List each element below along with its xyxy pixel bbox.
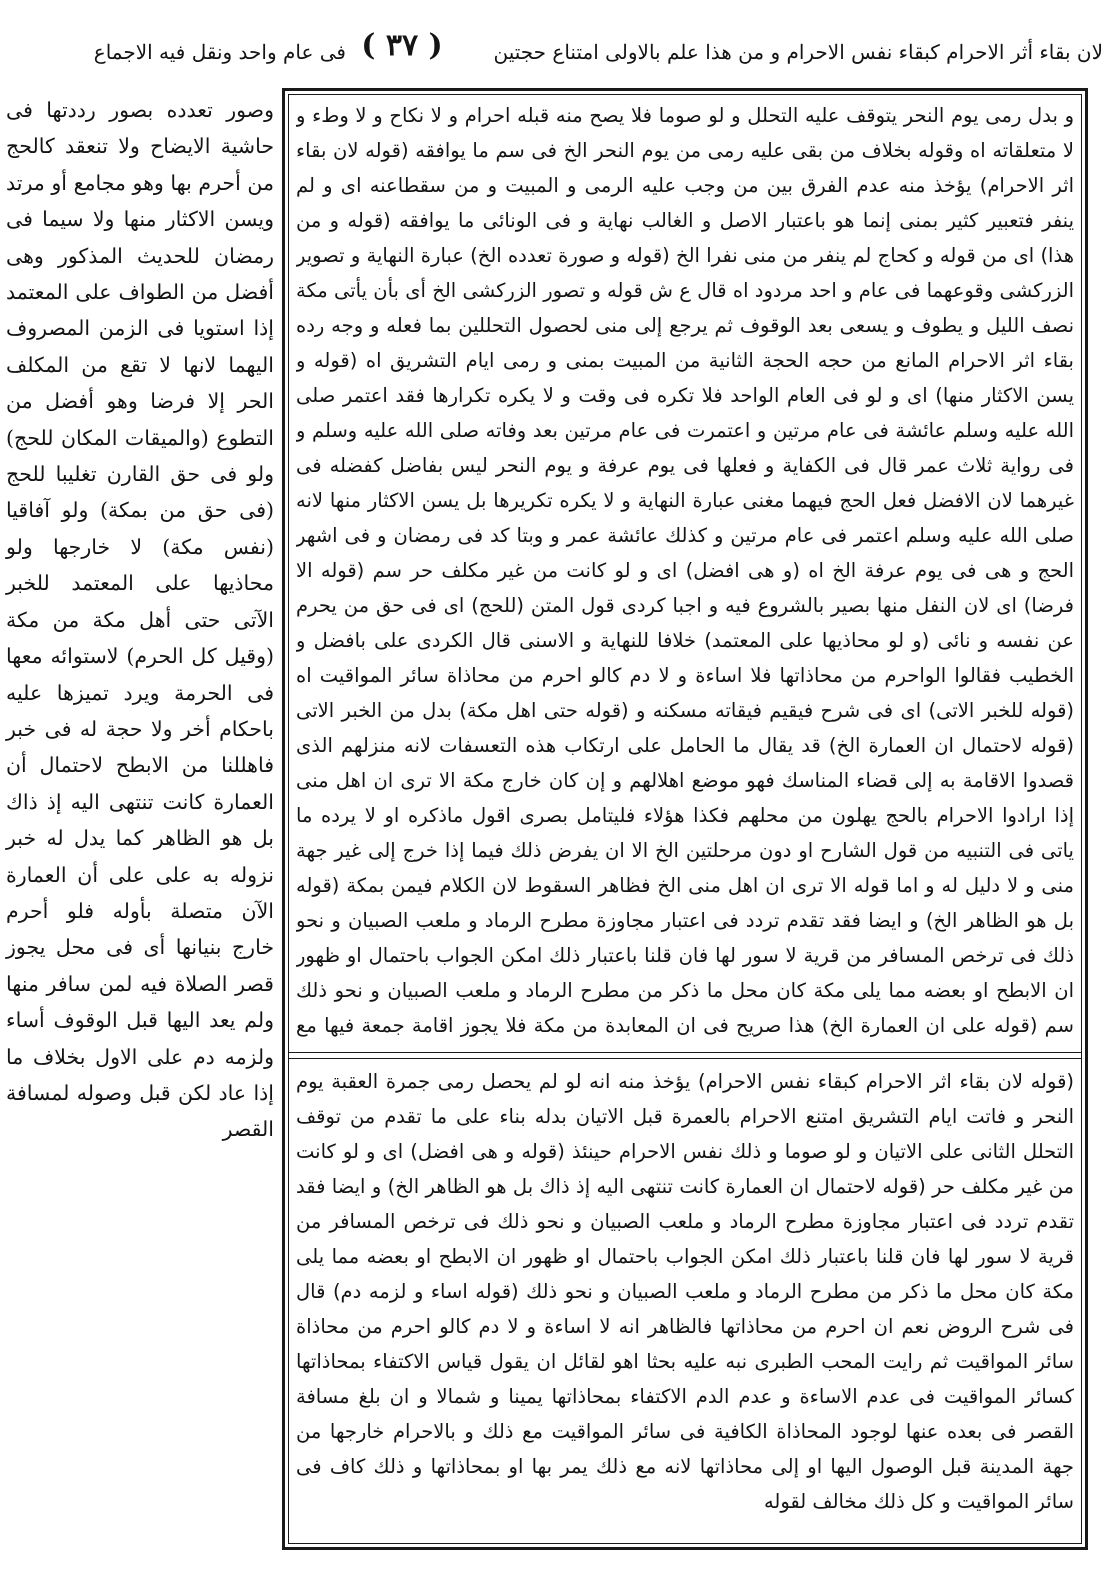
commentary-divider [288,1052,1082,1059]
lower-commentary: (قوله لان بقاء اثر الاحرام كبقاء نفس الاحرام) يؤخذ منه انه لو لم يحصل رمى جمرة العقبة يوم النحر و فاتت ايام التشريق امتنع الاحرام بالعمرة قبل الاتيان بدله بناء على ما تقدم من توقف التحلل الثانى على الاتيان و لو صوما و ذلك نفس الاحرام حينئذ (قوله و هى افضل) اى و لو كانت من غير مكلف حر (قوله لاحتمال ان العمارة كانت تنتهى اليه إذ ذاك بل هو الظاهر الخ) و ايضا فقد تقدم تردد فى اعتبار مجاوزة مطرح الرماد و ملعب الصبيان و نحو ذلك فى ترخص المسافر من قرية لا سور لها فان قلنا باعتبار ذلك امكن الجواب باحتمال او ظهور ان الابطح او بعضه مما يلى مكة كان محل ما ذكر من مطرح الرماد و ملعب الصبيان و نحو ذلك (قوله اساء و لزمه دم) قال فى شرح الروض نعم ان احرم من محاذاتها فالظاهر انه لا اساءة و لا دم كالو احرم من محاذاة سائر المواقيت ثم رايت المحب الطبرى نبه عليه بحثا اهو لقائل ان يقول قياس الاكتفاء بمحاذاتها كسائر المواقيت فى عدم الاساءة و عدم الدم الاكتفاء بمحاذاتها يمينا و شمالا و ان بلغ مسافة القصر فى بعده عنها لوجود المحاذاة الكافية فى سائر المواقيت مع ذلك و بالاحرام خارجها من جهة المدينة قبل الوصول اليها او إلى محاذاتها لانه مع ذلك يمر بها او بمحاذاتها و ذلك كاف فى سائر المواقيت و كل ذلك مخالف لقوله [296,1070,1074,1513]
running-title: لان بقاء أثر الاحرام كبقاء نفس الاحرام و من هذا علم بالاولى امتناع حجتين [493,40,1103,64]
page-number: ( ٣٧ ) [361,28,443,63]
upper-commentary: و بدل رمى يوم النحر يتوقف عليه التحلل و لو صوما فلا يصح منه قبله احرام و لا نكاح و لا وطء و لا متعلقاته اه وقوله بخلاف من بقى عليه رمى من يوم النحر الخ فى سم ما يوافقه (قوله لان بقاء اثر الاحرام) يؤخذ منه عدم الفرق بين من وجب عليه الرمى و المبيت و من سقطاعنه اى و لم ينفر فتعبير كثير بمنى إنما هو باعتبار الاصل و الغالب نهاية و فى الونائى ما يوافقه (قوله و من هذا) اى من قوله و كحاج لم ينفر من منى نفرا الخ (قوله و صورة تعدده الخ) عبارة النهاية و تصوير الزركشى وقوعهما فى عام و احد مردود اه قال ع ش قوله و تصور الزركشى الخ أى بأن يأتى مكة نصف الليل و يطوف و يسعى بعد الوقوف ثم يرجع إلى منى لحصول التحللين بما فعله و وجه رده بقاء اثر الاحرام المانع من حجه الحجة الثانية من المبيت بمنى و رمى ايام التشريق اه (قوله و يسن الاكثار منها) اى و لو فى العام الواحد فلا تكره فى وقت و لا يكره تكرارها فقد اعتمر صلى الله عليه وسلم عائشة فى عام مرتين و اعتمرت فى عام مرتين بعد وفاته صلى الله عليه وسلم و فى رواية ثلاث عمر قال فى الكفاية و فعلها فى يوم عرفة و يوم النحر ليس بفاضل كفضله فى غيرهما لان الافضل فعل الحج فيهما مغنى عبارة النهاية و لا يكره تكريرها بل يسن الاكثار منها لانه صلى الله عليه وسلم اعتمر فى عام مرتين و كذلك عائشة عمر و وبتا كد فى رمضان و فى اشهر الحج و هى فى يوم عرفة الخ اه (و هى افضل) اى و لو كانت من غير مكلف حر سم (قوله الا فرضا) اى لان النفل منها بصير بالشروع فيه و اجبا كردى قول المتن (للحج) اى فى حق من يحرم عن نفسه و نائى (و لو محاذيها على المعتمد) خلافا للنهاية و الاسنى قال الكردى على بافضل و الخطيب فقالوا الواحرم من محاذاتها فلا اساءة و لا دم كالو احرم من محاذاة سائر المواقيت اه (قوله للخبر الاتى) اى فى شرح فيقيم فيقاته مسكنه و (قوله حتى اهل مكة) بدل من الخبر الاتى (قوله لاحتمال ان العمارة الخ) قد يقال ما الحامل على ارتكاب هذه التعسفات لانه منزلهم الذى قصدوا الاقامة به إلى قضاء المناسك فهو موضع اهلالهم و إن كان خارج مكة الا ترى ان اهل منى إذا ارادوا الاحرام بالحج يهلون من محلهم فكذا هؤلاء فليتامل بصرى اقول ماذكره او لا يرده ما ياتى فى التنبيه من قول الشارح او دون مرحلتين الخ الا ان يفرض ذلك فيما إذا خرج إلى غير جهة منى و لا دليل له و اما قوله الا ترى ان اهل منى الخ فظاهر السقوط لان الكلام فيمن بمكة (قوله بل هو الظاهر الخ) و ايضا فقد تقدم تردد فى اعتبار مجاوزة مطرح الرماد و ملعب الصبيان و نحو ذلك فى ترخص المسافر من قرية لا سور لها فان قلنا باعتبار ذلك امكن الجواب باحتمال او ظهور ان الابطح او بعضه مما يلى مكة كان محل ما ذكر من مطرح الرماد و ملعب الصبيان و نحو ذلك سم (قوله على ان العمارة الخ) هذا صريح فى ان المعابدة من مكة فلا يجوز اقامة جمعة فيها مع [296,104,1074,1037]
page-header [0,0,1111,84]
margin-main-text: وصور تعدده بصور رددتها فى حاشية الايضاح ولا تنعقد كالحج من أحرم بها وهو مجامع أو مرتد ويسن الاكثار منها ولا سيما فى رمضان للحديث المذكور وهى أفضل من الطواف على المعتمد إذا استويا فى الزمن المصروف اليهما لانها لا تقع من المكلف الحر إلا فرضا وهو أفضل من التطوع (والميقات المكان للحج) ولو فى حق القارن تغليبا للحج (فى حق من بمكة) ولو آفاقيا (نفس مكة) لا خارجها ولو محاذيها على المعتمد للخبر الآتى حتى أهل مكة من مكة (وقيل كل الحرم) لاستوائه معها فى الحرمة ويرد تميزها عليه باحكام أخر ولا حجة له فى خبر فاهللنا من الابطح لاحتمال أن العمارة كانت تنتهى اليه إذ ذاك بل هو الظاهر كما يدل له خبر نزوله به على على أن العمارة الآن متصلة بأوله فلو أحرم خارج بنيانها أى فى محل يجوز قصر الصلاة فيه لمن سافر منها ولم يعد اليها قبل الوقوف أساء ولزمه دم على الاول بخلاف ما إذا عاد لكن قبل وصوله لمسافة القصر [6,98,274,1142]
margin-title: فى عام واحد ونقل فيه الاجماع [93,40,346,64]
